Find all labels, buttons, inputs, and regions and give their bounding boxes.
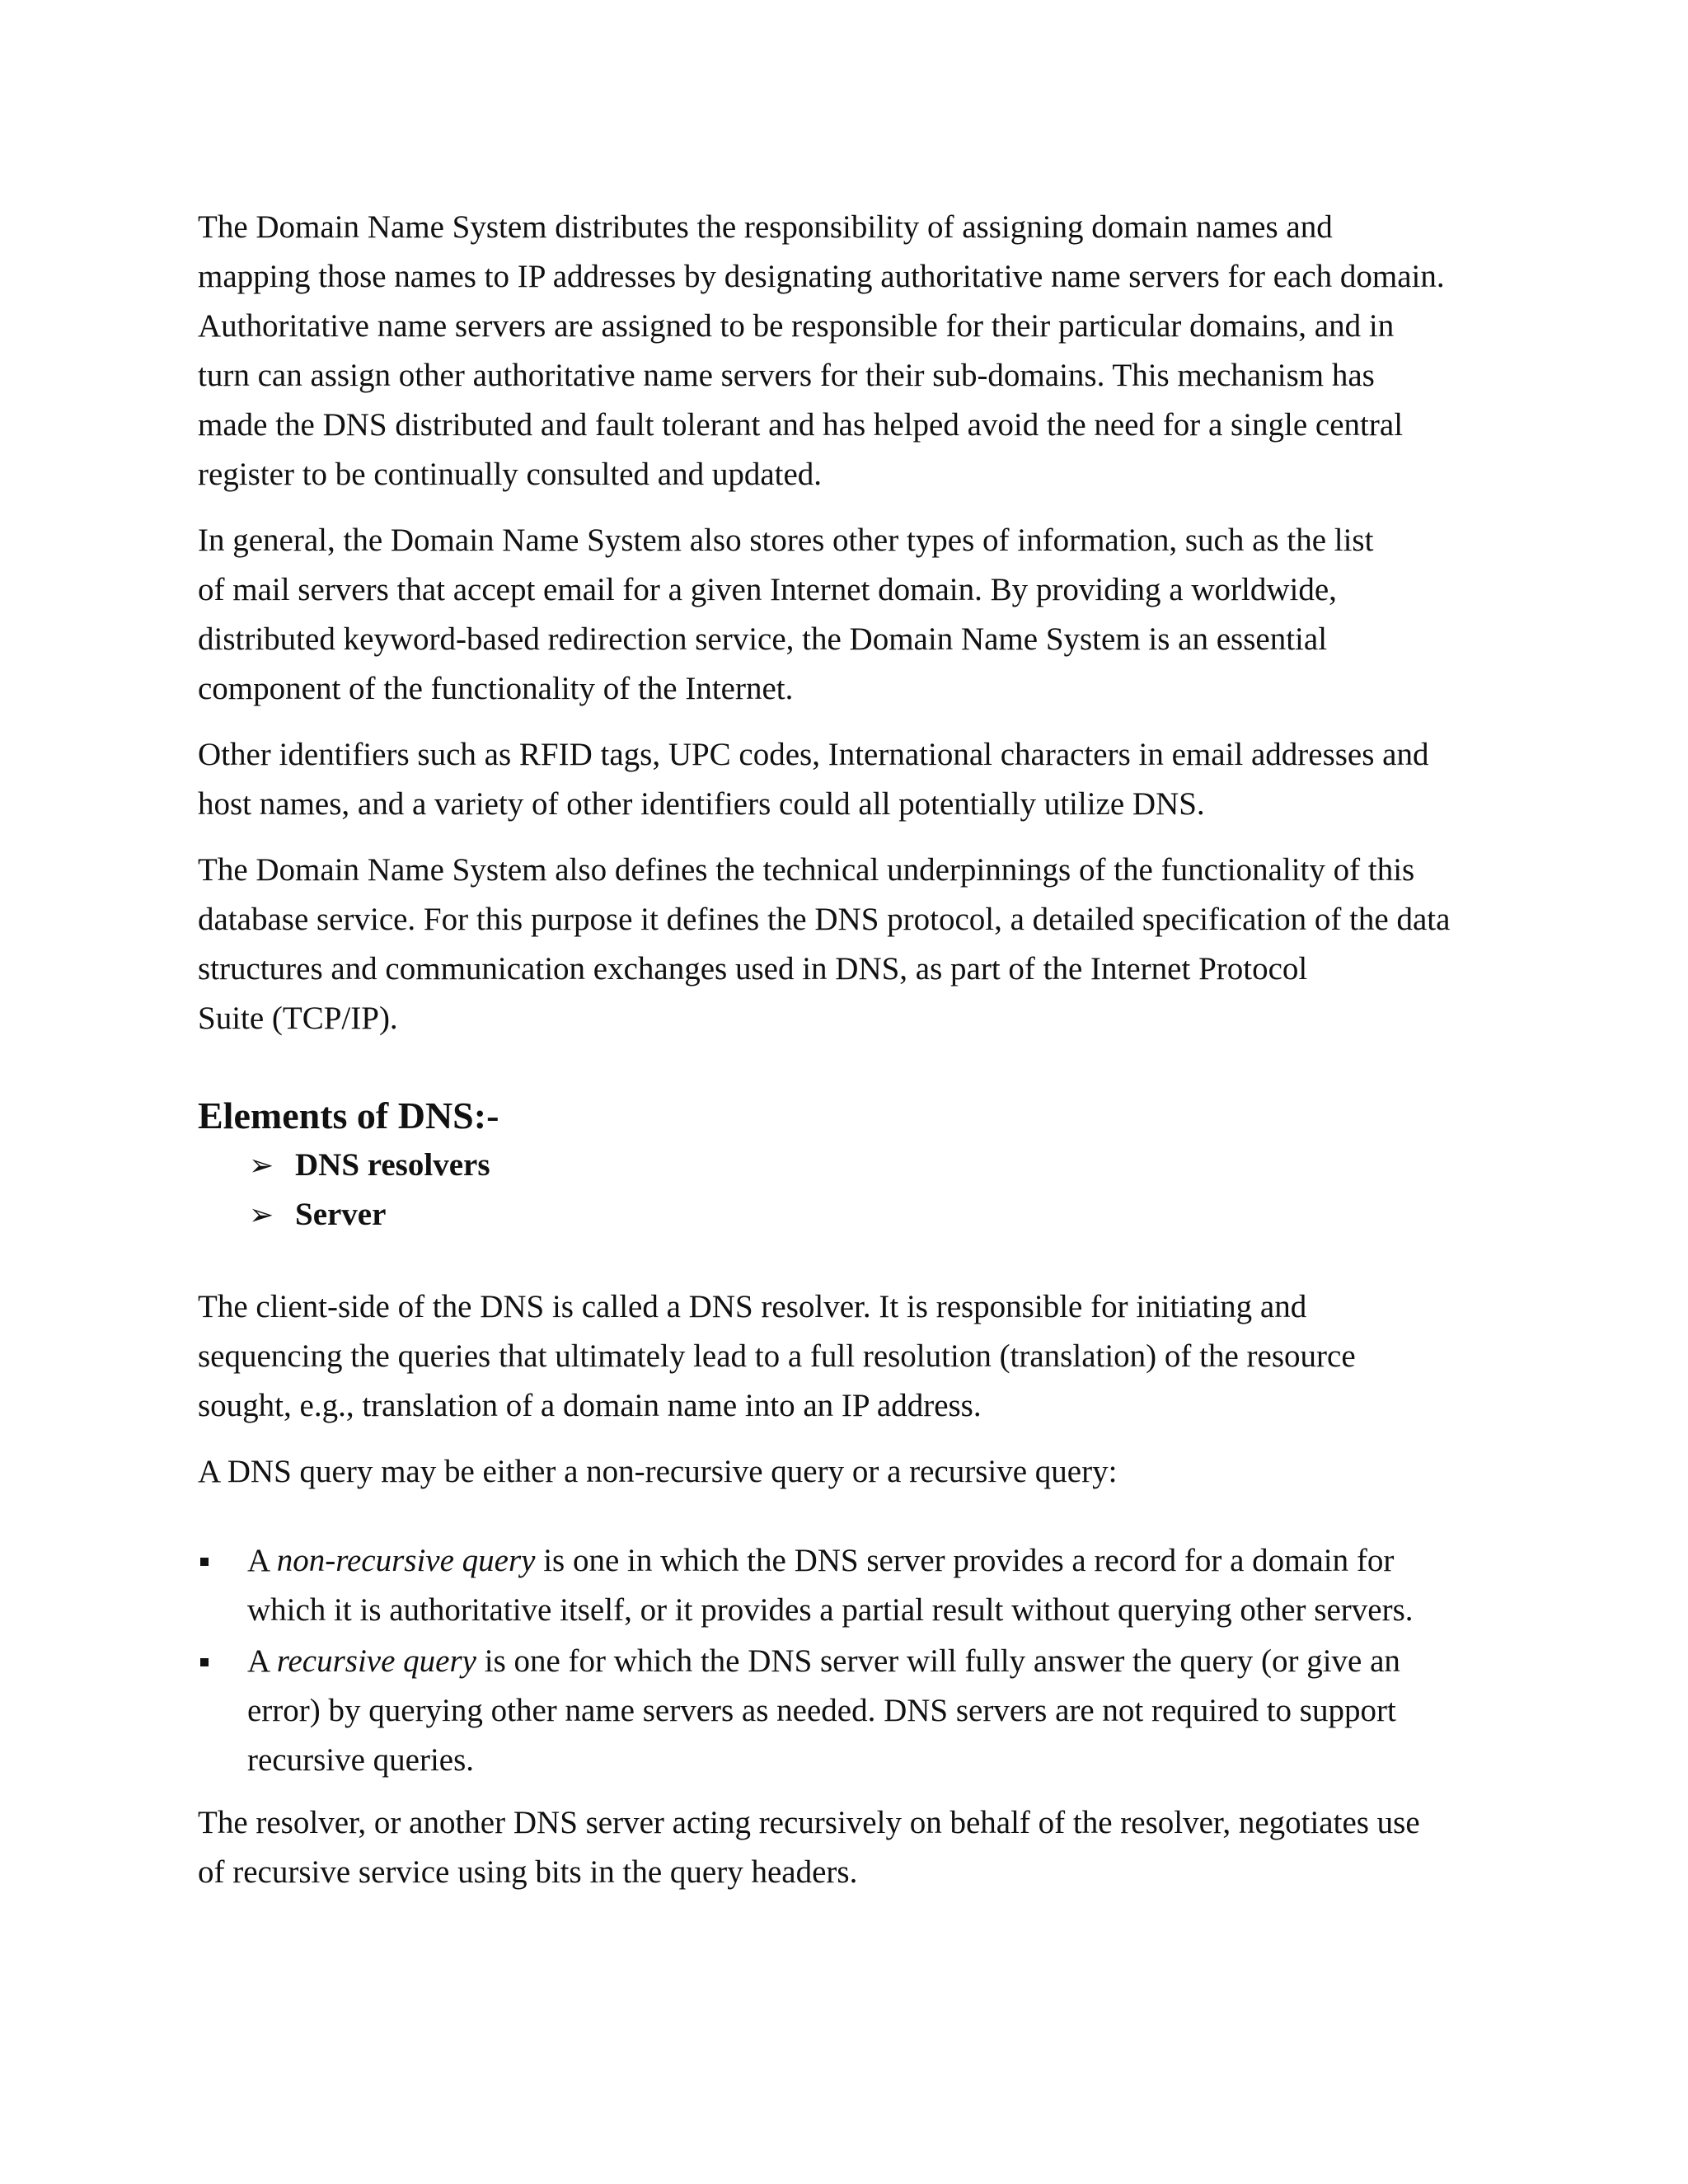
text-line: structures and communication exchanges used in DNS, as part of the Internet Protocol [198,951,1308,987]
elements-heading: Elements of DNS:- [198,1094,499,1137]
paragraph-other-information [198,516,1517,714]
query-text: is one in which the DNS server provides a record for a domain for [535,1543,1395,1578]
text-line: In general, the Domain Name System also stores other types of information, such as the list [198,523,1374,558]
list-item [198,1637,1517,1785]
query-prefix: A [247,1643,277,1679]
text-line: sequencing the queries that ultimately lead to a full resolution (translation) of the resource [198,1338,1356,1374]
text-line: The Domain Name System distributes the responsibility of assigning domain names and [198,209,1333,245]
text-line: recursive queries. [247,1742,475,1778]
arrow-bullet-icon: ➢ [249,1198,274,1231]
text-line: Other identifiers such as RFID tags, UPC codes, International characters in email addresses and [198,737,1429,772]
query-prefix: A [247,1543,277,1578]
query-term: non-recursive query [276,1543,536,1578]
text-line: The client-side of the DNS is called a DNS resolver. It is responsible for initiating and [198,1289,1307,1324]
text-line: register to be continually consulted and updated. [198,457,823,492]
text-line: distributed keyword-based redirection service, the Domain Name System is an essential [198,621,1328,657]
text-line: of mail servers that accept email for a given Internet domain. By providing a worldwide, [198,572,1337,607]
query-text: is one for which the DNS server will fully answer the query (or give an [476,1643,1400,1679]
document-page [198,203,1517,1914]
text-line: of recursive service using bits in the query headers. [198,1854,858,1890]
query-term: recursive query [276,1643,476,1679]
text-line: error) by querying other name servers as needed. DNS servers are not required to support [247,1693,1396,1728]
paragraph-query-intro: A DNS query may be either a non-recursive query or a recursive query: [198,1454,1118,1489]
text-line: turn can assign other authoritative name servers for their sub-domains. This mechanism has [198,358,1375,393]
paragraph-dns-distribution [198,203,1517,499]
text-line: which it is authoritative itself, or it provides a partial result without querying other servers. [247,1592,1414,1628]
list-item [198,1536,1517,1635]
text-line: The Domain Name System also defines the technical underpinnings of the functionality of this [198,852,1415,888]
text-line: Suite (TCP/IP). [198,1001,398,1036]
text-line: sought, e.g., translation of a domain name into an IP address. [198,1388,982,1423]
paragraph-dns-resolver [198,1282,1517,1431]
text-line: database service. For this purpose it defines the DNS protocol, a detailed specification of the data [198,902,1451,937]
text-line: made the DNS distributed and fault tolerant and has helped avoid the need for a single central [198,407,1404,443]
elements-list [198,1141,1517,1240]
square-bullet-icon [200,1558,209,1566]
list-item [198,1141,1517,1190]
paragraph-resolver-negotiation [198,1798,1517,1897]
text-line: host names, and a variety of other identifiers could all potentially utilize DNS. [198,786,1205,822]
text-line: Authoritative name servers are assigned to be responsible for their particular domains, and in [198,308,1395,344]
text-line [247,1536,1517,1586]
paragraph-other-identifiers [198,730,1517,829]
paragraph-technical-underpinnings [198,846,1517,1043]
list-item-label: Server [295,1197,387,1232]
arrow-bullet-icon: ➢ [249,1149,274,1182]
square-bullet-icon [200,1658,209,1666]
text-line: The resolver, or another DNS server acting recursively on behalf of the resolver, negotiates use [198,1805,1420,1840]
text-line [247,1637,1517,1686]
text-line: mapping those names to IP addresses by designating authoritative name servers for each domain. [198,259,1445,294]
list-item-label: DNS resolvers [295,1147,490,1183]
query-types-list [198,1536,1517,1785]
list-item [198,1190,1517,1240]
text-line: component of the functionality of the Internet. [198,671,794,706]
